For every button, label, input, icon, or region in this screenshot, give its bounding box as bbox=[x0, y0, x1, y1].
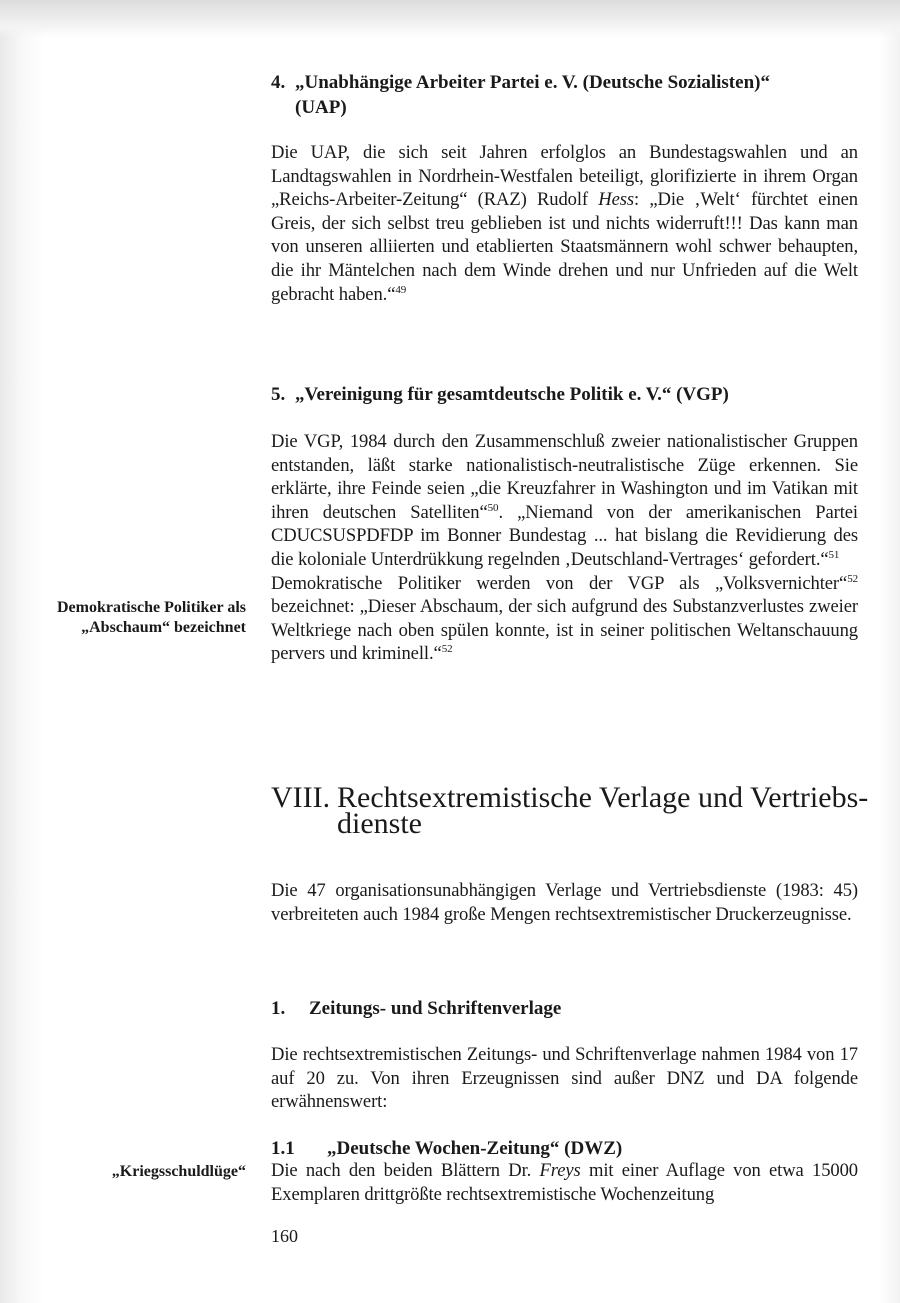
subsection-1-1 bbox=[271, 1136, 858, 1161]
italic-name: Hess bbox=[598, 189, 635, 211]
text-run: Die VGP, 1984 durch den Zusammenschluß zweier nationalistischer Gruppen entstanden, läßt starke nationalistisch-neutralistische Züge erkennen. Sie erklärte, ihre Feinde seien „die Kreuzfahrer in Washington und im Vatikan mit ihren deutschen Satelliten“ bbox=[271, 431, 858, 523]
section-5 bbox=[271, 382, 858, 407]
footnote-ref: 52 bbox=[441, 643, 453, 656]
text-run: : „Die ‚Welt‘ fürchtet einen Greis, der sich selbst treu geblieben ist und nichts widerruft!!! Das kann man von unseren alliierten und etablierten Staatsmännern wohl schwer behaupten, die ihr Mäntelchen nach dem Winde drehen und nur Unfrieden auf die Welt gebracht haben.“ bbox=[271, 189, 858, 305]
text-run: mit einer Auflage von etwa 15000 Exemplaren drittgrößte rechtsextremistische Wochenzeitung bbox=[271, 1160, 858, 1205]
section-4-body bbox=[271, 141, 858, 306]
scan-shadow bbox=[0, 0, 900, 38]
section-5-heading bbox=[271, 382, 858, 407]
section-4-title: „Unabhängige Arbeiter Partei e. V. (Deutsche Sozialisten)“ bbox=[295, 72, 770, 93]
subsection-1-1-heading bbox=[271, 1136, 858, 1161]
footnote-ref: 51 bbox=[828, 548, 840, 561]
footnote-ref: 49 bbox=[395, 283, 407, 296]
section-5-body bbox=[271, 430, 858, 666]
text-run: Demokratische Politiker werden von der VGP als „Volksvernichter“ bbox=[271, 572, 848, 594]
chapter-number: VIII. bbox=[271, 781, 331, 814]
section-5-title: „Vereinigung für gesamtdeutsche Politik e. V.“ (VGP) bbox=[295, 384, 729, 405]
subsection-1-1-title: „Deutsche Wochen-Zeitung“ (DWZ) bbox=[327, 1138, 623, 1159]
footnote-ref: 50 bbox=[487, 501, 499, 514]
section-4-number: 4. bbox=[271, 72, 286, 93]
chapter-title-line-1: Rechtsextremistische Verlage und Vertriebs- bbox=[337, 781, 869, 814]
footnote-ref: 52 bbox=[847, 572, 858, 585]
page-number: 160 bbox=[271, 1226, 298, 1246]
subsection-1-body bbox=[271, 1043, 858, 1114]
margin-note-abschaum: Demokratische Politiker als „Abschaum“ bezeichnet bbox=[56, 599, 246, 636]
section-4-heading bbox=[271, 70, 858, 120]
chapter-title-line-2: dienste bbox=[337, 807, 422, 840]
section-5-paragraph-2 bbox=[271, 572, 858, 666]
margin-note-kriegsschuldluege: „Kriegsschuldlüge“ bbox=[111, 1163, 246, 1180]
section-4-paragraph bbox=[271, 141, 858, 306]
text-run: bezeichnet: „Dieser Abschaum, der sich aufgrund des Substanzverlustes zweier Weltkriege nach oben spülen konnte, ist in seiner politischen Weltanschauung pervers und kriminell.“ bbox=[271, 596, 858, 665]
subsection-1-1-paragraph bbox=[271, 1159, 858, 1206]
text-run: Die UAP, die sich seit Jahren erfolglos an Bundestagswahlen und an Landtagswahlen in Nordrhein-Westfalen beteiligt, glorifizierte in ihrem Organ „Reichs-Arbeiter-Zeitung“ (RAZ) Rudolf bbox=[271, 142, 858, 211]
section-4 bbox=[271, 70, 858, 120]
chapter-heading bbox=[271, 781, 871, 840]
chapter-intro-paragraph: Die 47 organisationsunabhängigen Verlage und Vertriebsdienste (1983: 45) verbreiteten auch 1984 große Mengen rechtsextremistischer Druckerzeugnisse. bbox=[271, 880, 858, 925]
text-run: Die nach den beiden Blättern Dr. bbox=[271, 1160, 540, 1181]
subsection-1 bbox=[271, 996, 858, 1021]
section-5-number: 5. bbox=[271, 384, 286, 405]
subsection-1-heading bbox=[271, 996, 858, 1021]
subsection-1-paragraph: Die rechtsextremistischen Zeitungs- und Schriftenverlage nahmen 1984 von 17 auf 20 zu. Von ihren Erzeugnissen sind außer DNZ und DA folgende erwähnenswert: bbox=[271, 1044, 858, 1113]
text-run: . „Niemand von der amerikanischen Partei CDUCSUSPDFDP im Bonner Bundestag ... hat bislang die Revidierung des die koloniale Unterdrükkung regelnden ‚Deutschland-Vertrages‘ gefordert.“ bbox=[271, 501, 858, 570]
chapter-intro bbox=[271, 879, 858, 926]
subsection-1-number: 1. bbox=[271, 998, 286, 1019]
italic-name: Freys bbox=[539, 1160, 581, 1181]
subsection-1-1-number: 1.1 bbox=[271, 1138, 295, 1159]
subsection-1-title: Zeitungs- und Schriftenverlage bbox=[309, 998, 562, 1019]
section-5-paragraph-1 bbox=[271, 430, 858, 572]
section-4-title-abbrev: (UAP) bbox=[295, 97, 347, 118]
subsection-1-1-body bbox=[271, 1159, 858, 1206]
